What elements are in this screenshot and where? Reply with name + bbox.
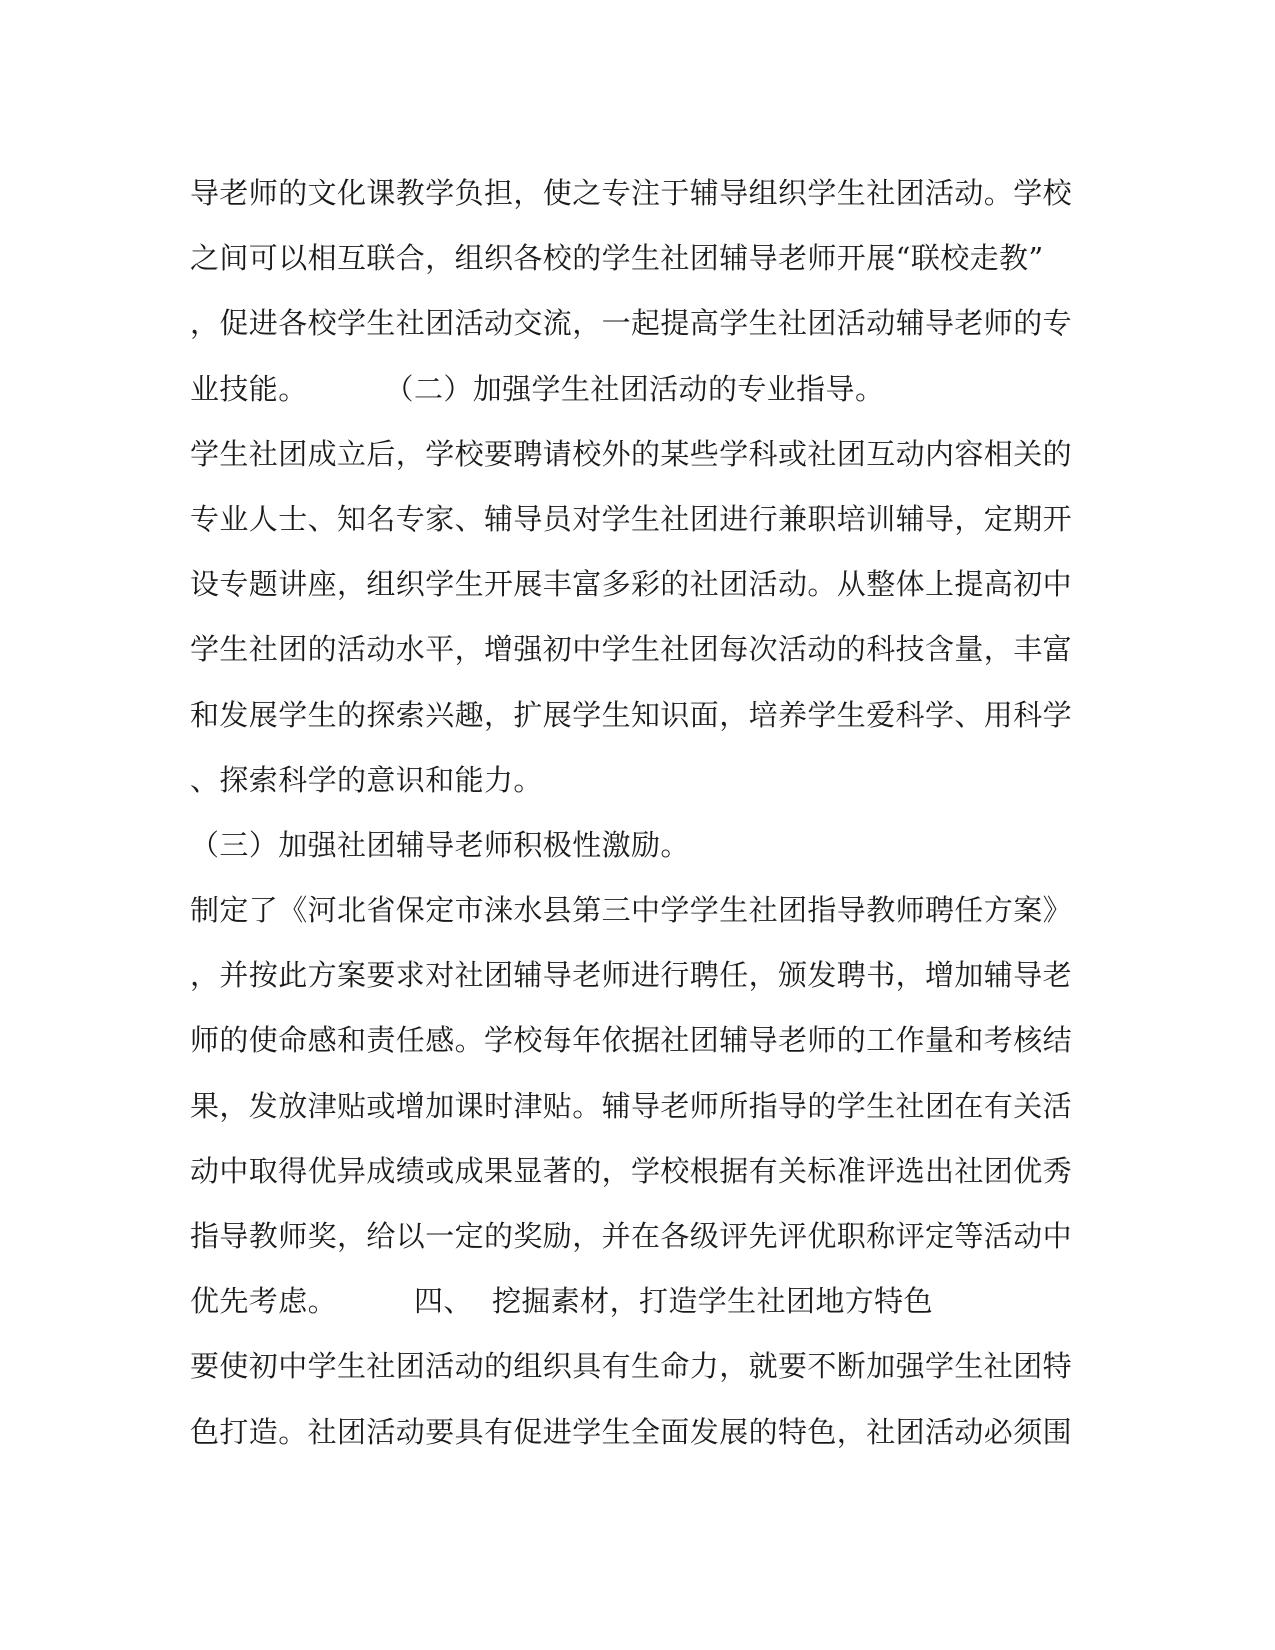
text-line: 业技能。 （二）加强学生社团活动的专业指导。 [190,371,885,406]
text-line: 动中取得优异成绩或成果显著的，学校根据有关标准评选出社团优秀 [190,1153,1073,1188]
text-line: 果，发放津贴或增加课时津贴。辅导老师所指导的学生社团在有关活 [190,1088,1073,1123]
text-line: 学生社团成立后，学校要聘请校外的某些学科或社团互动内容相关的 [190,436,1073,471]
text-line: 和发展学生的探索兴趣，扩展学生知识面，培养学生爱科学、用科学 [190,697,1073,732]
text-line: 学生社团的活动水平，增强初中学生社团每次活动的科技含量，丰富 [190,632,1073,667]
text-line: 导老师的文化课教学负担，使之专注于辅导组织学生社团活动。学校 [190,176,1073,210]
text-line: 要使初中学生社团活动的组织具有生命力，就要不断加强学生社团特 [190,1349,1073,1384]
text-line: （三）加强社团辅导老师积极性激励。 [190,827,690,862]
text-line: 专业人士、知名专家、辅导员对学生社团进行兼职培训辅导，定期开 [190,501,1073,536]
text-line: 色打造。社团活动要具有促进学生全面发展的特色，社团活动必须围 [190,1414,1073,1449]
text-line: 制定了《河北省保定市涞水县第三中学学生社团指导教师聘任方案》 [190,893,1073,928]
text-line: 指导教师奖，给以一定的奖励，并在各级评先评优职称评定等活动中 [190,1219,1073,1253]
text-line: 师的使命感和责任感。学校每年依据社团辅导老师的工作量和考核结 [190,1023,1073,1058]
text-line: ，促进各校学生社团活动交流，一起提高学生社团活动辅导老师的专 [190,306,1073,341]
text-line: 之间可以相互联合，组织各校的学生社团辅导老师开展“联校走教” [190,241,1044,276]
text-line: 设专题讲座，组织学生开展丰富多彩的社团活动。从整体上提高初中 [190,567,1073,602]
text-line: 优先考虑。 四、 挖掘素材，打造学生社团地方特色 [190,1284,933,1319]
text-line: ，并按此方案要求对社团辅导老师进行聘任，颁发聘书，增加辅导老 [190,958,1073,993]
text-line: 、探索科学的意识和能力。 [190,762,543,797]
document-body [190,161,1073,1465]
